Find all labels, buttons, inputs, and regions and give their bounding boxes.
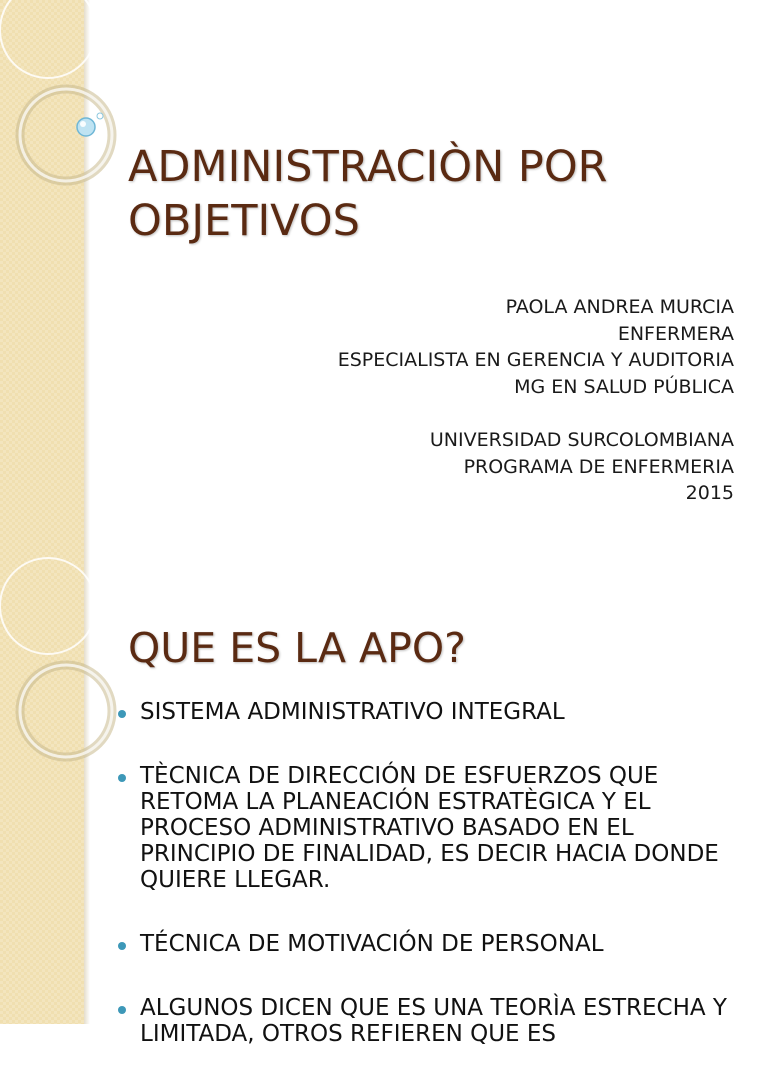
author-profession: ENFERMERA xyxy=(617,322,734,345)
author-name: PAOLA ANDREA MURCIA xyxy=(505,296,734,318)
author-degree: MG EN SALUD PÚBLICA xyxy=(514,375,734,398)
slide-title: ADMINISTRACIÒN POR OBJETIVOS xyxy=(128,142,608,246)
author-specialization: ESPECIALISTA EN GERENCIA Y AUDITORIA xyxy=(337,349,734,372)
year: 2015 xyxy=(685,482,734,505)
bullet-list xyxy=(118,699,738,1085)
slide-subtitle xyxy=(134,294,734,507)
bullet-icon xyxy=(118,1006,126,1014)
content-slide xyxy=(0,576,768,1047)
list-item xyxy=(118,995,738,1047)
decorative-rings-icon xyxy=(0,0,120,200)
bullet-text: SISTEMA ADMINISTRATIVO INTEGRAL xyxy=(140,699,565,725)
list-item xyxy=(118,931,738,957)
bullet-text: TÈCNICA DE DIRECCIÓN DE ESFUERZOS QUE RETOMA LA PLANEACIÓN ESTRATÈGICA Y EL PROCESO ADMINISTRATIVO BASADO EN EL PRINCIPIO DE FINALIDAD, ES DECIR HACIA DONDE QUIERE LLEGAR. xyxy=(140,763,719,893)
slide-title: QUE ES LA APO? xyxy=(128,624,466,672)
list-item xyxy=(118,699,738,725)
subtitle-spacer xyxy=(134,400,734,427)
program-name: PROGRAMA DE ENFERMERIA xyxy=(463,455,734,478)
bullet-icon xyxy=(118,774,126,782)
bullet-text: TÉCNICA DE MOTIVACIÓN DE PERSONAL xyxy=(140,931,604,957)
list-item xyxy=(118,763,738,893)
bullet-icon xyxy=(118,942,126,950)
institution-name: UNIVERSIDAD SURCOLOMBIANA xyxy=(429,428,734,451)
decorative-rings-icon xyxy=(0,576,120,776)
bullet-text: ALGUNOS DICEN QUE ES UNA TEORÌA ESTRECHA Y LIMITADA, OTROS REFIEREN QUE ES xyxy=(140,995,727,1047)
bullet-icon xyxy=(118,710,126,718)
